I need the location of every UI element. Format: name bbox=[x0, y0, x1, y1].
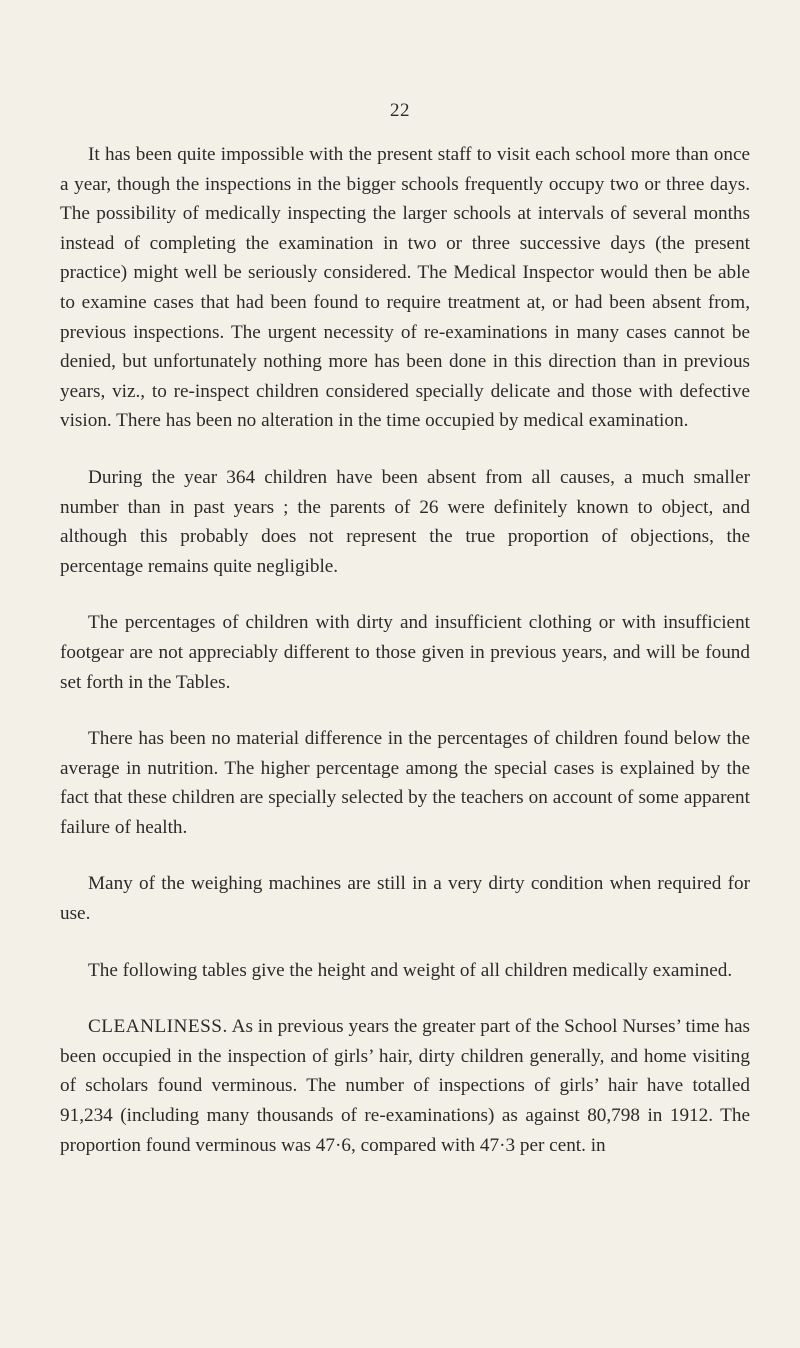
paragraph-nutrition: There has been no material difference in the percentages of children found below the average in nutrition. The higher percentage among the special cases is explained by the fact that these children are specially selected by the teachers on account of some apparent failure of health. bbox=[60, 728, 750, 838]
cleanliness-text: As in previous years the greater part of the School Nurses’ time has been occupied in the inspection of girls’ hair, dirty children generally, and home visiting of scholars found verminous. The number of inspections of girls’ hair have totalled 91,234 (including many thousands of re-examinations) as against 80,798 in 1912. The proportion found verminous was 47·6, compared with 47·3 per cent. in bbox=[60, 1016, 750, 1156]
paragraph-cleanliness bbox=[60, 1012, 750, 1160]
page-number: 22 bbox=[390, 100, 410, 121]
paragraph-tables: The following tables give the height and weight of all children medically examined. bbox=[88, 959, 733, 981]
cleanliness-heading: CLEANLINESS. bbox=[88, 1016, 228, 1038]
paragraph-staff-inspections: It has been quite impossible with the present staff to visit each school more than once a year, though the inspections in the bigger schools frequently occupy two or three days. The possibility of medically inspecting the larger schools at intervals of several months instead of completing the examination in two or three successive days (the present practice) might well be seriously considered. The Medical Inspector would then be able to examine cases that had been found to require treatment at, or had been absent from, previous inspections. The urgent necessity of re-examinations in many cases cannot be denied, but unfortunately nothing more has been done in this direction than in previous years, viz., to re-inspect children considered specially delicate and those with defective vision. There has been no alteration in the time occupied by medical examination. bbox=[60, 144, 750, 432]
paragraph-clothing: The percentages of children with dirty and insufficient clothing or with insufficient footgear are not appreciably different to those given in previous years, and will be found set forth in the Tables. bbox=[60, 612, 750, 693]
paragraph-weighing-machines: Many of the weighing machines are still in a very dirty condition when required for use. bbox=[60, 873, 750, 925]
body-text bbox=[60, 140, 750, 1160]
paragraph-absent-children: During the year 364 children have been absent from all causes, a much smaller number than in past years ; the parents of 26 were definitely known to object, and although this probably does not represent the true proportion of objections, the percentage remains quite negligible. bbox=[60, 466, 750, 577]
